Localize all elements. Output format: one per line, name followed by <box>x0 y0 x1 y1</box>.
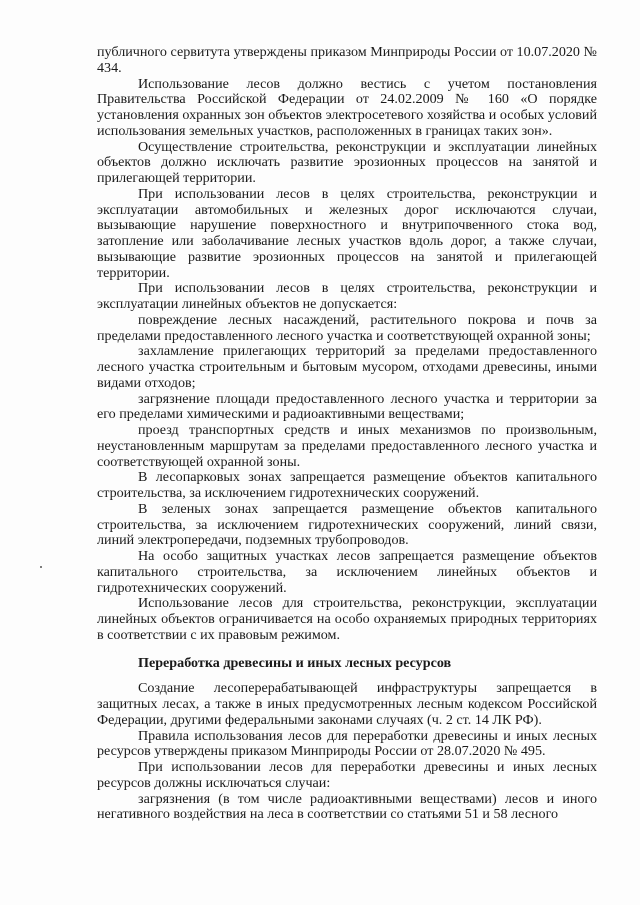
paragraph: Использование лесов для строительства, реконструкции, эксплуатации линейных объектов ограничивается на особо охраняемых природных территориях в соответствии с их правовым режимом. <box>97 595 597 643</box>
document-body <box>97 45 597 823</box>
paragraph: На особо защитных участках лесов запрещается размещение объектов капитального строительства, за исключением линейных объектов и гидротехнических сооружений. <box>97 548 597 596</box>
paragraph: При использовании лесов в целях строительства, реконструкции и эксплуатации автомобильных и железных дорог исключаются случаи, вызывающие нарушение поверхностного и внутрипочвенного стока вод, затопление или заболачивание лесных участков вдоль дорог, а также случаи, вызывающие развитие эрозионных процессов на занятой и прилегающей территории. <box>97 185 597 281</box>
list-item: повреждение лесных насаждений, растительного покрова и почв за пределами предоставленного лесного участка и соответствующей охранной зоны; <box>97 311 597 344</box>
list-item: загрязнение площади предоставленного лесного участка и территории за его пределами химическими и радиоактивными веществами; <box>97 390 597 423</box>
list-item: проезд транспортных средств и иных механизмов по произвольным, неустановленным маршрутам за пределами предоставленного лесного участка и соответствующей охранной зоны. <box>97 422 597 470</box>
paragraph: В зеленых зонах запрещается размещение объектов капитального строительства, за исключением гидротехнических сооружений, линий связи, линий электропередачи, подземных трубопроводов. <box>97 500 597 549</box>
paragraph: Правила использования лесов для переработки древесины и иных лесных ресурсов утверждены приказом Минприроды России от 28.07.2020 № 495. <box>97 727 597 760</box>
paragraph: Использование лесов должно вестись с учетом постановления Правительства Российской Федерации от 24.02.2009 № 160 «О порядке установления охранных зон объектов электросетевого хозяйства и особых условий использования земельных участков, расположенных в границах таких зон». <box>97 75 597 139</box>
list-item: захламление прилегающих территорий за пределами предоставленного лесного участка строительным и бытовым мусором, отходами древесины, иными видами отходов; <box>97 343 597 391</box>
paragraph: публичного сервитута утверждены приказом Минприроды России от 10.07.2020 № 434. <box>97 44 597 76</box>
paragraph: При использовании лесов в целях строительства, реконструкции и эксплуатации линейных объектов не допускается: <box>97 280 597 312</box>
scan-speck <box>40 566 42 568</box>
paragraph: Создание лесоперерабатывающей инфраструктуры запрещается в защитных лесах, а также в иных предусмотренных лесным кодексом Российской Федерации, другими федеральными законами случаях (ч. 2 ст. 14 ЛК РФ). <box>97 680 597 728</box>
paragraph: Осуществление строительства, реконструкции и эксплуатации линейных объектов должно исключать развитие эрозионных процессов на занятой и прилегающей территории. <box>97 138 597 186</box>
paragraph: В лесопарковых зонах запрещается размещение объектов капитального строительства, за исключением гидротехнических сооружений. <box>97 469 597 501</box>
paragraph: При использовании лесов для переработки древесины и иных лесных ресурсов должны исключаться случаи: <box>97 759 597 791</box>
paragraph: загрязнения (в том числе радиоактивными веществами) лесов и иного негативного воздействия на леса в соответствии со статьями 51 и 58 лесного <box>97 790 597 823</box>
section-heading: Переработка древесины и иных лесных ресурсов <box>138 654 452 671</box>
